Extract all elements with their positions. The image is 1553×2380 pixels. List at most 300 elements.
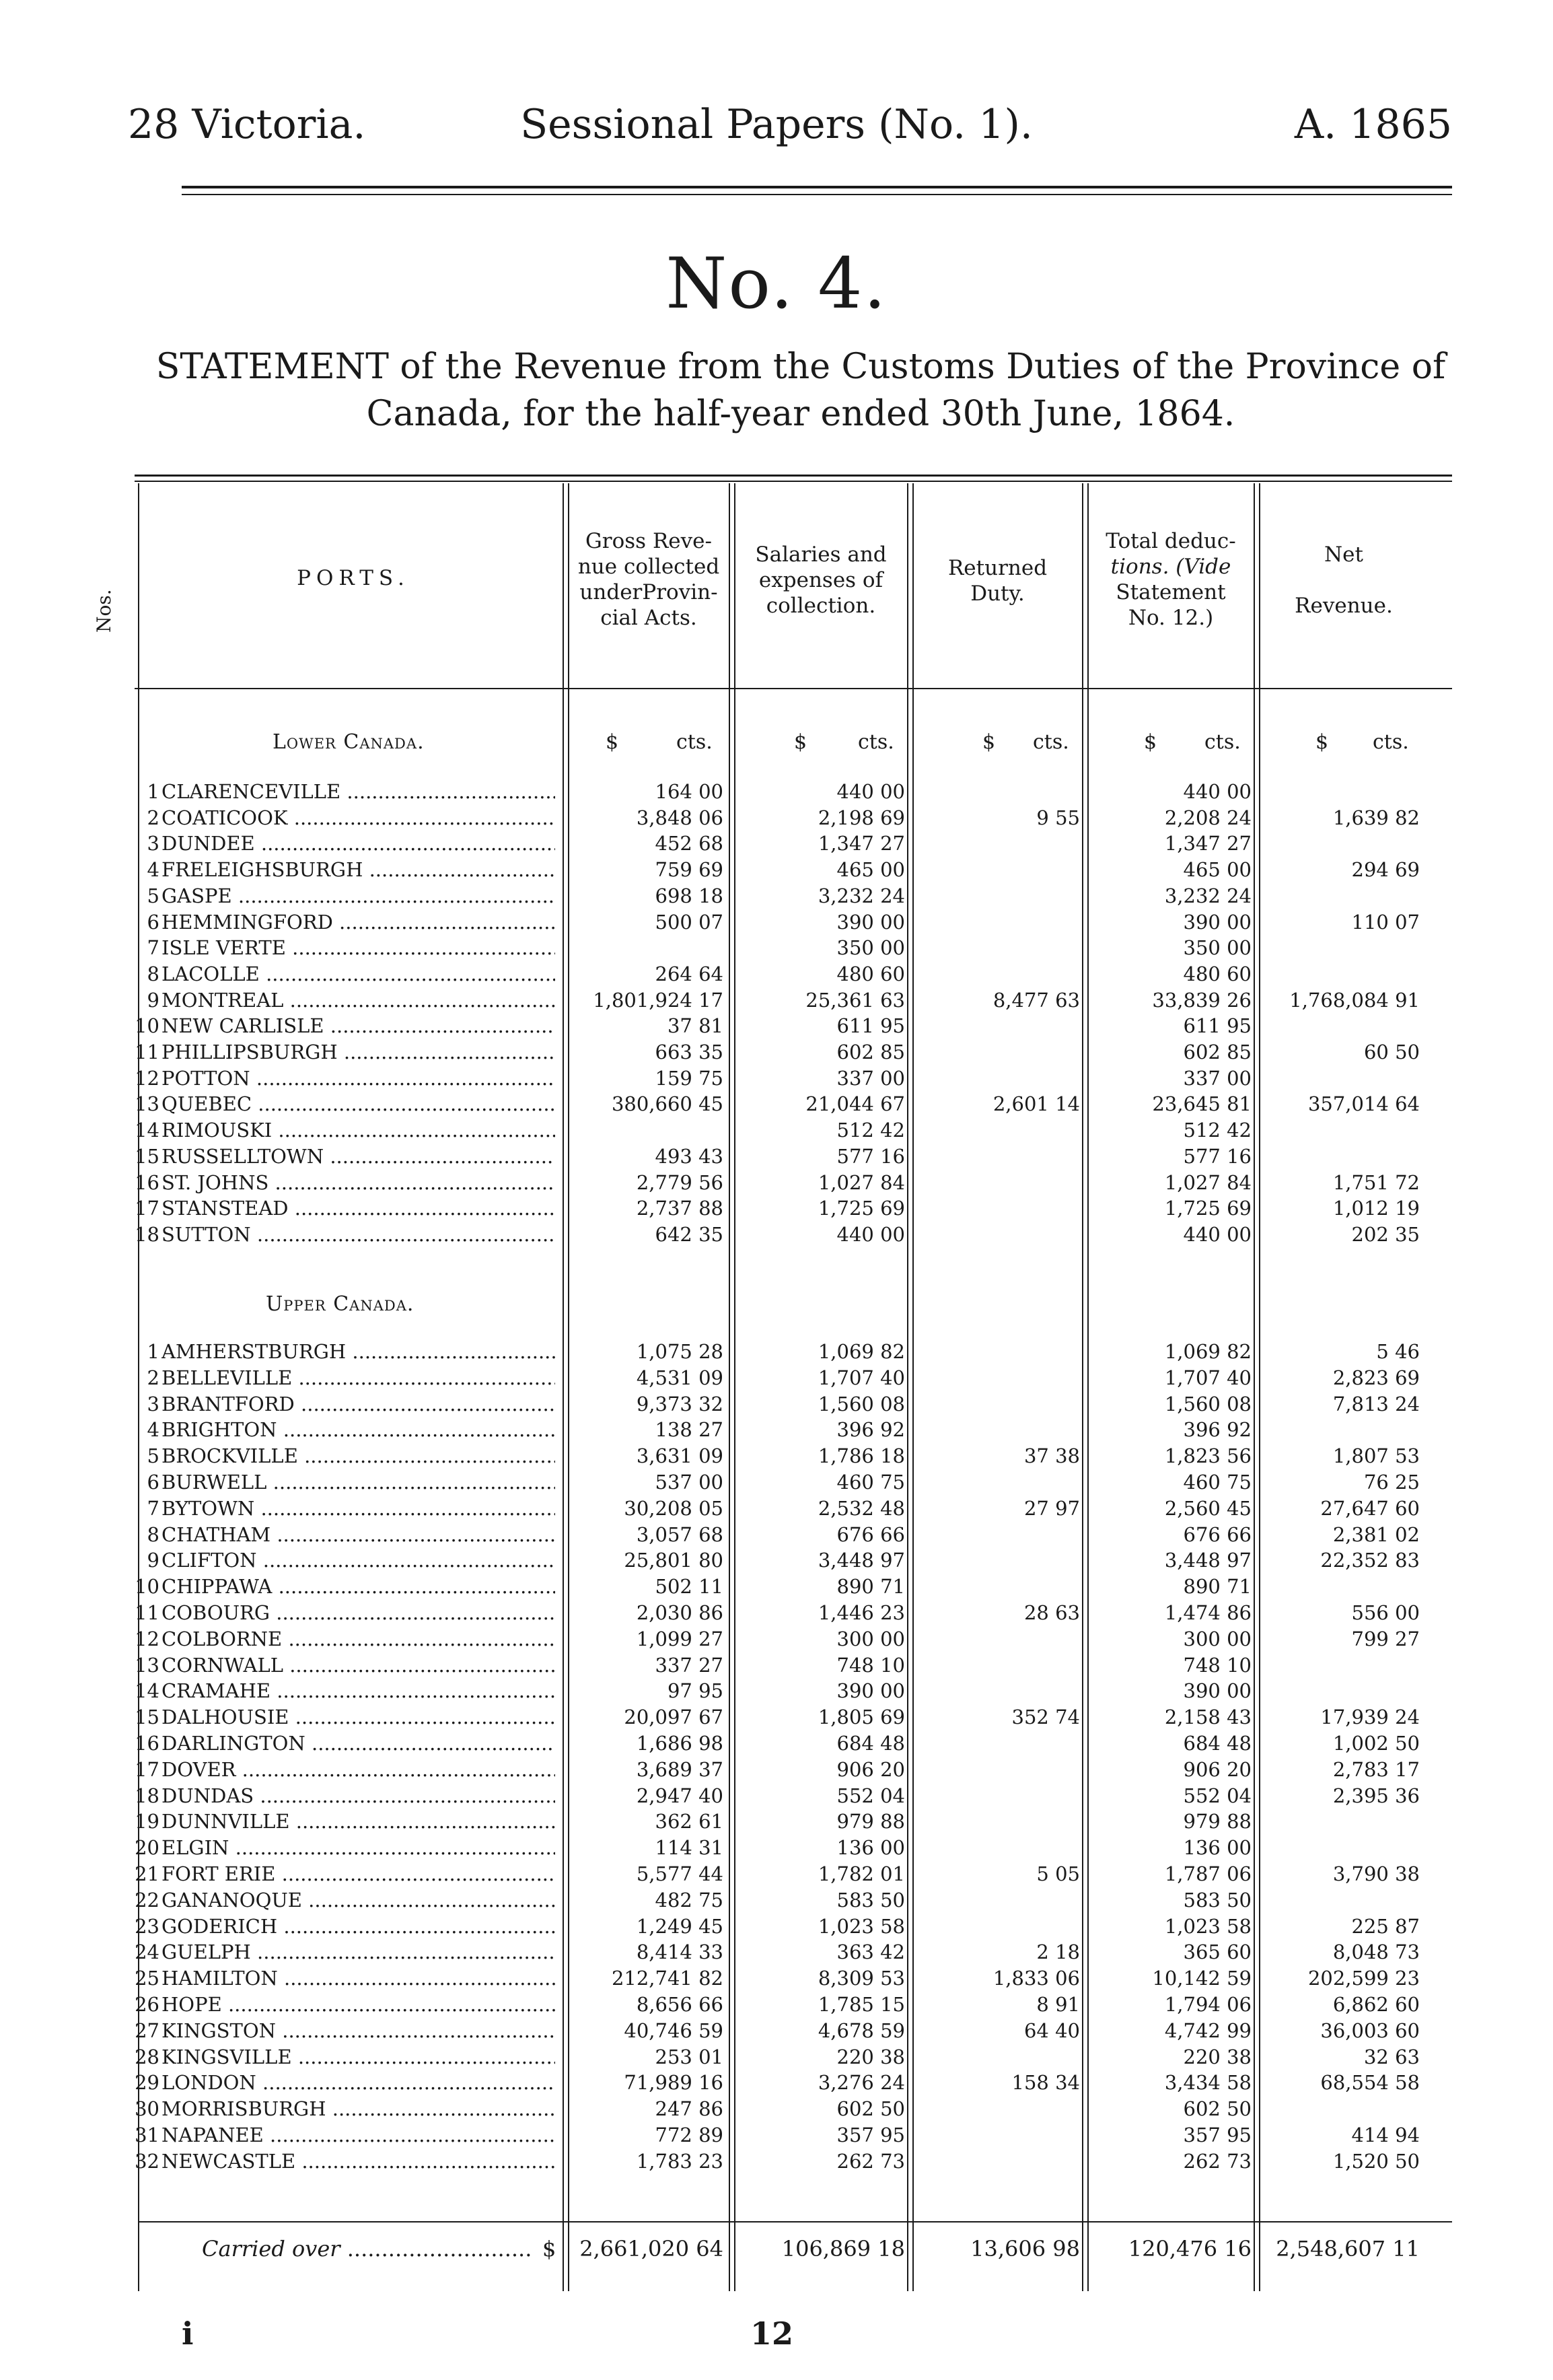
header-line: No. 12.) xyxy=(1128,606,1214,630)
net-revenue: 294 69 xyxy=(1351,858,1420,882)
salaries-expenses: 748 10 xyxy=(836,1653,905,1677)
returned-duty: 2,601 14 xyxy=(992,1092,1080,1116)
salaries-expenses: 357 95 xyxy=(836,2124,905,2146)
table-row xyxy=(0,883,1553,909)
port-name: CLARENCEVILLE ..... xyxy=(161,779,555,805)
net-revenue: 1,768,084 91 xyxy=(1289,988,1420,1012)
header-line: nue collected xyxy=(577,555,720,579)
port-name: FORT ERIE ..... xyxy=(161,1861,555,1887)
table-row xyxy=(0,1417,1553,1443)
net-revenue: 8,048 73 xyxy=(1332,1940,1420,1964)
port-name: COLBORNE ..... xyxy=(161,1626,555,1652)
header-line: Net xyxy=(1324,542,1363,567)
total-returned: 13,606 98 xyxy=(970,2236,1080,2262)
total-deductions: 1,069 82 xyxy=(1164,1340,1252,1363)
salaries-expenses: 300 00 xyxy=(836,1627,905,1650)
row-number: 24 xyxy=(135,1940,159,1964)
row-number: 7 xyxy=(147,936,159,960)
row-number: 17 xyxy=(135,1757,159,1781)
column-header-gross xyxy=(569,528,729,631)
row-number: 2 xyxy=(147,1366,159,1389)
port-name: RUSSELLTOWN ..... xyxy=(161,1144,555,1170)
table-row xyxy=(0,2148,1553,2175)
port-name: ELGIN ..... xyxy=(161,1835,555,1861)
port-name: DALHOUSIE ..... xyxy=(161,1704,555,1730)
gross-revenue: 642 35 xyxy=(655,1222,723,1246)
table-row xyxy=(0,1626,1553,1652)
port-name: FRELEIGHSBURGH ..... xyxy=(161,857,555,883)
total-deductions: 1,474 86 xyxy=(1164,1601,1252,1624)
table-row xyxy=(0,1965,1553,1992)
row-number: 13 xyxy=(135,1653,159,1677)
gross-revenue: 71,989 16 xyxy=(624,2071,723,2095)
salaries-expenses: 1,786 18 xyxy=(818,1444,905,1468)
unit-cents: cts. xyxy=(858,730,894,754)
port-name: BELLEVILLE ..... xyxy=(161,1365,555,1391)
row-number: 5 xyxy=(147,1444,159,1468)
table-row xyxy=(0,1091,1553,1117)
returned-duty: 8,477 63 xyxy=(992,988,1080,1012)
port-name: DUNNVILLE ..... xyxy=(161,1809,555,1835)
header-line: Salaries and xyxy=(755,542,887,567)
gross-revenue: 2,737 88 xyxy=(636,1197,723,1220)
salaries-expenses: 363 42 xyxy=(836,1940,905,1964)
salaries-expenses: 602 50 xyxy=(836,2097,905,2121)
row-number: 18 xyxy=(135,1784,159,1807)
gross-revenue: 2,779 56 xyxy=(636,1170,723,1194)
row-number: 15 xyxy=(135,1706,159,1729)
salaries-expenses: 1,446 23 xyxy=(818,1601,905,1624)
row-number: 9 xyxy=(147,1549,159,1572)
gross-revenue: 159 75 xyxy=(655,1066,723,1090)
row-number: 18 xyxy=(135,1222,159,1246)
title-line-1: STATEMENT of the Revenue from the Customs Duties of the Province of xyxy=(155,347,1446,387)
gross-revenue: 30,208 05 xyxy=(624,1496,723,1520)
gross-revenue: 1,099 27 xyxy=(636,1627,723,1650)
row-number: 11 xyxy=(135,1601,159,1624)
column-header-nos: Nos. xyxy=(93,589,115,633)
port-name: NEWCASTLE ..... xyxy=(161,2148,555,2175)
header-line: tions. (Vide xyxy=(1110,555,1231,579)
total-deductions: 465 00 xyxy=(1183,858,1252,882)
port-name: DOVER ..... xyxy=(161,1757,555,1783)
total-deductions: 350 00 xyxy=(1183,936,1252,960)
gross-revenue: 3,848 06 xyxy=(636,806,723,829)
salaries-expenses: 1,785 15 xyxy=(818,1993,905,2016)
total-deductions: 440 00 xyxy=(1183,1222,1252,1246)
header-line: collection. xyxy=(766,594,876,618)
total-deductions: 602 85 xyxy=(1183,1041,1252,1063)
total-deductions: 390 00 xyxy=(1183,910,1252,934)
port-name: BRIGHTON ..... xyxy=(161,1417,555,1443)
gross-revenue: 1,801,924 17 xyxy=(593,988,723,1012)
port-name: BROCKVILLE ..... xyxy=(161,1443,555,1469)
salaries-expenses: 890 71 xyxy=(836,1575,905,1599)
row-number: 3 xyxy=(147,1392,159,1415)
row-number: 10 xyxy=(135,1575,159,1599)
net-revenue: 202,599 23 xyxy=(1307,1967,1420,1990)
table-row xyxy=(0,1914,1553,1940)
port-name: MORRISBURGH ..... xyxy=(161,2096,555,2122)
table-row xyxy=(0,1496,1553,1522)
total-deductions: 120,476 16 xyxy=(1128,2236,1252,2262)
total-deductions: 1,794 06 xyxy=(1164,1993,1252,2016)
totals-rule xyxy=(138,2221,1452,2222)
unit-cents: cts. xyxy=(1033,730,1069,754)
row-number: 15 xyxy=(135,1144,159,1168)
table-row xyxy=(0,935,1553,961)
gross-revenue: 5,577 44 xyxy=(636,1862,723,1885)
header-line: Gross Reve- xyxy=(585,529,712,553)
net-revenue: 17,939 24 xyxy=(1320,1706,1420,1729)
table-row xyxy=(0,1678,1553,1704)
row-number: 2 xyxy=(147,806,159,829)
net-revenue: 7,813 24 xyxy=(1332,1392,1420,1415)
footer-signature-mark: i xyxy=(182,2315,194,2352)
row-number: 4 xyxy=(147,858,159,882)
unit-cents: cts. xyxy=(1373,730,1409,754)
table-row xyxy=(0,1757,1553,1783)
port-name: AMHERSTBURGH ..... xyxy=(161,1339,555,1365)
salaries-expenses: 979 88 xyxy=(836,1810,905,1833)
net-revenue: 5 46 xyxy=(1376,1340,1420,1363)
port-name: COATICOOK ..... xyxy=(161,805,555,831)
row-number: 23 xyxy=(135,1914,159,1938)
row-number: 26 xyxy=(135,1993,159,2016)
salaries-expenses: 3,232 24 xyxy=(818,884,905,907)
total-net: 2,548,607 11 xyxy=(1276,2236,1420,2262)
returned-duty: 158 34 xyxy=(1011,2071,1080,2095)
table-row xyxy=(0,1992,1553,2018)
total-deductions: 1,707 40 xyxy=(1164,1366,1252,1389)
row-number: 16 xyxy=(135,1170,159,1194)
port-name: GODERICH ..... xyxy=(161,1914,555,1940)
returned-duty: 5 05 xyxy=(1036,1862,1080,1885)
salaries-expenses: 337 00 xyxy=(836,1066,905,1090)
net-revenue: 2,381 02 xyxy=(1332,1523,1420,1546)
header-year: A. 1865 xyxy=(1294,101,1452,148)
total-gross: 2,661,020 64 xyxy=(579,2236,723,2262)
row-number: 10 xyxy=(135,1014,159,1038)
port-name: ISLE VERTE ..... xyxy=(161,935,555,961)
statement-title xyxy=(128,343,1474,438)
header-line: Statement xyxy=(1116,580,1226,604)
net-revenue: 22,352 83 xyxy=(1320,1549,1420,1572)
gross-revenue: 493 43 xyxy=(655,1144,723,1168)
row-number: 1 xyxy=(147,780,159,803)
net-revenue: 1,002 50 xyxy=(1332,1732,1420,1755)
salaries-expenses: 2,198 69 xyxy=(818,806,905,829)
totals-dollar-sign: $ xyxy=(542,2236,556,2262)
gross-revenue: 264 64 xyxy=(655,962,723,985)
section-heading-upper-canada: Upper Canada. xyxy=(266,1292,414,1316)
row-number: 32 xyxy=(135,2149,159,2173)
salaries-expenses: 906 20 xyxy=(836,1757,905,1781)
net-revenue: 1,751 72 xyxy=(1332,1170,1420,1194)
total-deductions: 337 00 xyxy=(1183,1066,1252,1090)
unit-dollar: $ xyxy=(606,730,619,754)
gross-revenue: 20,097 67 xyxy=(624,1706,723,1729)
port-name: CHIPPAWA ..... xyxy=(161,1574,555,1600)
gross-revenue: 2,947 40 xyxy=(636,1784,723,1807)
net-revenue: 76 25 xyxy=(1363,1471,1420,1494)
table-row xyxy=(0,1039,1553,1065)
total-deductions: 390 00 xyxy=(1183,1679,1252,1703)
port-name: DARLINGTON ..... xyxy=(161,1730,555,1757)
gross-revenue: 8,414 33 xyxy=(636,1940,723,1964)
port-name: PHILLIPSBURGH ..... xyxy=(161,1039,555,1065)
unit-dollar: $ xyxy=(1144,730,1157,754)
row-number: 30 xyxy=(135,2097,159,2121)
returned-duty: 2 18 xyxy=(1036,1940,1080,1964)
port-name: RIMOUSKI ..... xyxy=(161,1117,555,1144)
port-name: HAMILTON ..... xyxy=(161,1965,555,1992)
net-revenue: 6,862 60 xyxy=(1332,1993,1420,2016)
total-deductions: 10,142 59 xyxy=(1152,1967,1252,1990)
salaries-expenses: 21,044 67 xyxy=(805,1092,905,1116)
total-deductions: 357 95 xyxy=(1183,2124,1252,2146)
net-revenue: 1,012 19 xyxy=(1332,1197,1420,1220)
total-deductions: 460 75 xyxy=(1183,1471,1252,1494)
salaries-expenses: 440 00 xyxy=(836,780,905,803)
table-row xyxy=(0,1469,1553,1496)
salaries-expenses: 4,678 59 xyxy=(818,2019,905,2042)
port-name: COBOURG ..... xyxy=(161,1600,555,1626)
row-number: 9 xyxy=(147,988,159,1012)
total-deductions: 676 66 xyxy=(1183,1523,1252,1546)
row-number: 22 xyxy=(135,1888,159,1912)
port-name: DUNDAS ..... xyxy=(161,1783,555,1809)
total-deductions: 512 42 xyxy=(1183,1119,1252,1142)
table-row xyxy=(0,1783,1553,1809)
table-row xyxy=(0,987,1553,1014)
port-name: LONDON ..... xyxy=(161,2070,555,2096)
net-revenue: 68,554 58 xyxy=(1320,2071,1420,2095)
net-revenue: 2,783 17 xyxy=(1332,1757,1420,1781)
total-deductions: 1,823 56 xyxy=(1164,1444,1252,1468)
row-number: 8 xyxy=(147,1523,159,1546)
net-revenue: 27,647 60 xyxy=(1320,1496,1420,1520)
table-row xyxy=(0,1144,1553,1170)
total-deductions: 611 95 xyxy=(1183,1014,1252,1038)
salaries-expenses: 1,069 82 xyxy=(818,1340,905,1363)
table-row xyxy=(0,1887,1553,1914)
header-spacer xyxy=(1260,567,1428,593)
gross-revenue: 663 35 xyxy=(655,1041,723,1063)
port-name: BURWELL ..... xyxy=(161,1469,555,1496)
table-row xyxy=(0,1443,1553,1469)
total-deductions: 3,232 24 xyxy=(1164,884,1252,907)
table-row xyxy=(0,961,1553,987)
port-name: CORNWALL ..... xyxy=(161,1652,555,1679)
table-row xyxy=(0,1730,1553,1757)
port-name: MONTREAL ..... xyxy=(161,987,555,1014)
table-row xyxy=(0,1939,1553,1965)
total-deductions: 440 00 xyxy=(1183,780,1252,803)
gross-revenue: 97 95 xyxy=(667,1679,723,1703)
table-row xyxy=(0,909,1553,936)
table-row xyxy=(0,857,1553,883)
port-name: CRAMAHE ..... xyxy=(161,1678,555,1704)
salaries-expenses: 676 66 xyxy=(836,1523,905,1546)
salaries-expenses: 1,707 40 xyxy=(818,1366,905,1389)
column-header-ports: PORTS. xyxy=(297,566,410,590)
salaries-expenses: 262 73 xyxy=(836,2149,905,2173)
table-row xyxy=(0,1522,1553,1548)
table-row xyxy=(0,779,1553,805)
header-line: Duty. xyxy=(970,582,1025,606)
gross-revenue: 1,249 45 xyxy=(636,1914,723,1938)
salaries-expenses: 136 00 xyxy=(836,1836,905,1860)
carried-over-label: Carried over ..... xyxy=(202,2236,532,2262)
gross-revenue: 253 01 xyxy=(655,2045,723,2068)
gross-revenue: 380,660 45 xyxy=(611,1092,723,1116)
total-deductions: 1,023 58 xyxy=(1164,1914,1252,1938)
port-name: CHATHAM ..... xyxy=(161,1522,555,1548)
header-rule-thin xyxy=(182,194,1452,195)
total-deductions: 300 00 xyxy=(1183,1627,1252,1650)
row-number: 11 xyxy=(135,1041,159,1063)
row-number: 7 xyxy=(147,1496,159,1520)
returned-duty: 64 40 xyxy=(1023,2019,1080,2042)
gross-revenue: 8,656 66 xyxy=(636,1993,723,2016)
row-number: 28 xyxy=(135,2045,159,2068)
port-name: KINGSVILLE ..... xyxy=(161,2044,555,2070)
table-top-rule-thin xyxy=(135,481,1452,482)
column-header-net xyxy=(1260,542,1428,619)
table-row xyxy=(0,1861,1553,1887)
gross-revenue: 502 11 xyxy=(655,1575,723,1599)
column-header-total xyxy=(1088,528,1254,631)
total-deductions: 33,839 26 xyxy=(1152,988,1252,1012)
port-name: ST. JOHNS ..... xyxy=(161,1170,555,1196)
port-name: NAPANEE ..... xyxy=(161,2122,555,2148)
table-row xyxy=(0,1574,1553,1600)
salaries-expenses: 1,027 84 xyxy=(818,1170,905,1194)
table-row xyxy=(0,1547,1553,1574)
header-line: underProvin- xyxy=(579,580,718,604)
gross-revenue: 1,783 23 xyxy=(636,2149,723,2173)
port-name: CLIFTON ..... xyxy=(161,1547,555,1574)
row-number: 8 xyxy=(147,962,159,985)
unit-dollar: $ xyxy=(982,730,996,754)
column-header-returned xyxy=(913,555,1082,606)
salaries-expenses: 1,725 69 xyxy=(818,1197,905,1220)
gross-revenue: 138 27 xyxy=(655,1418,723,1442)
net-revenue: 225 87 xyxy=(1351,1914,1420,1938)
total-deductions: 2,560 45 xyxy=(1164,1496,1252,1520)
row-number: 13 xyxy=(135,1092,159,1116)
gross-revenue: 3,689 37 xyxy=(636,1757,723,1781)
unit-dollar: $ xyxy=(1315,730,1329,754)
net-revenue: 1,807 53 xyxy=(1332,1444,1420,1468)
salaries-expenses: 220 38 xyxy=(836,2045,905,2068)
salaries-expenses: 25,361 63 xyxy=(805,988,905,1012)
table-row xyxy=(0,1600,1553,1626)
port-name: GANANOQUE ..... xyxy=(161,1887,555,1914)
total-deductions: 684 48 xyxy=(1183,1732,1252,1755)
table-row xyxy=(0,1222,1553,1248)
gross-revenue: 247 86 xyxy=(655,2097,723,2121)
salaries-expenses: 552 04 xyxy=(836,1784,905,1807)
table-row xyxy=(0,1809,1553,1835)
gross-revenue: 1,075 28 xyxy=(636,1340,723,1363)
table-row xyxy=(0,1704,1553,1730)
returned-duty: 28 63 xyxy=(1023,1601,1080,1624)
salaries-expenses: 3,448 97 xyxy=(818,1549,905,1572)
total-deductions: 890 71 xyxy=(1183,1575,1252,1599)
table-row xyxy=(0,1170,1553,1196)
salaries-expenses: 2,532 48 xyxy=(818,1496,905,1520)
gross-revenue: 1,686 98 xyxy=(636,1732,723,1755)
gross-revenue: 114 31 xyxy=(655,1836,723,1860)
port-name: QUEBEC ..... xyxy=(161,1091,555,1117)
net-revenue: 32 63 xyxy=(1363,2045,1420,2068)
salaries-expenses: 611 95 xyxy=(836,1014,905,1038)
row-number: 12 xyxy=(135,1627,159,1650)
header-line: cial Acts. xyxy=(600,606,697,630)
net-revenue: 357,014 64 xyxy=(1307,1092,1420,1116)
gross-revenue: 2,030 86 xyxy=(636,1601,723,1624)
row-number: 17 xyxy=(135,1197,159,1220)
row-number: 1 xyxy=(147,1340,159,1363)
salaries-expenses: 1,023 58 xyxy=(818,1914,905,1938)
total-deductions: 3,448 97 xyxy=(1164,1549,1252,1572)
total-deductions: 2,158 43 xyxy=(1164,1706,1252,1729)
port-name: LACOLLE ..... xyxy=(161,961,555,987)
total-deductions: 1,560 08 xyxy=(1164,1392,1252,1415)
salaries-expenses: 577 16 xyxy=(836,1144,905,1168)
row-number: 3 xyxy=(147,832,159,855)
header-session: 28 Victoria. xyxy=(128,101,366,148)
row-number: 6 xyxy=(147,1471,159,1494)
total-deductions: 577 16 xyxy=(1183,1144,1252,1168)
gross-revenue: 40,746 59 xyxy=(624,2019,723,2042)
table-row xyxy=(0,1339,1553,1365)
total-deductions: 136 00 xyxy=(1183,1836,1252,1860)
gross-revenue: 37 81 xyxy=(667,1014,723,1038)
row-number: 21 xyxy=(135,1862,159,1885)
gross-revenue: 4,531 09 xyxy=(636,1366,723,1389)
gross-revenue: 759 69 xyxy=(655,858,723,882)
port-name: SUTTON ..... xyxy=(161,1222,555,1248)
total-deductions: 23,645 81 xyxy=(1152,1092,1252,1116)
net-revenue: 1,520 50 xyxy=(1332,2149,1420,2173)
salaries-expenses: 1,782 01 xyxy=(818,1862,905,1885)
column-header-salaries xyxy=(735,542,907,619)
port-name: HOPE ..... xyxy=(161,1992,555,2018)
port-name: BYTOWN ..... xyxy=(161,1496,555,1522)
table-row xyxy=(0,1835,1553,1861)
title-line-2: Canada, for the half-year ended 30th June, 1864. xyxy=(366,394,1235,434)
returned-duty: 1,833 06 xyxy=(992,1967,1080,1990)
table-row xyxy=(0,805,1553,831)
row-number: 14 xyxy=(135,1119,159,1142)
port-name: DUNDEE ..... xyxy=(161,831,555,857)
port-name: BRANTFORD ..... xyxy=(161,1391,555,1418)
total-deductions: 552 04 xyxy=(1183,1784,1252,1807)
total-deductions: 602 50 xyxy=(1183,2097,1252,2121)
header-rule xyxy=(182,186,1452,188)
port-name: KINGSTON ..... xyxy=(161,2018,555,2044)
total-salaries: 106,869 18 xyxy=(781,2236,905,2262)
port-name: GASPE ..... xyxy=(161,883,555,909)
gross-revenue: 698 18 xyxy=(655,884,723,907)
salaries-expenses: 3,276 24 xyxy=(818,2071,905,2095)
table-row xyxy=(0,2044,1553,2070)
net-revenue: 1,639 82 xyxy=(1332,806,1420,829)
salaries-expenses: 390 00 xyxy=(836,910,905,934)
